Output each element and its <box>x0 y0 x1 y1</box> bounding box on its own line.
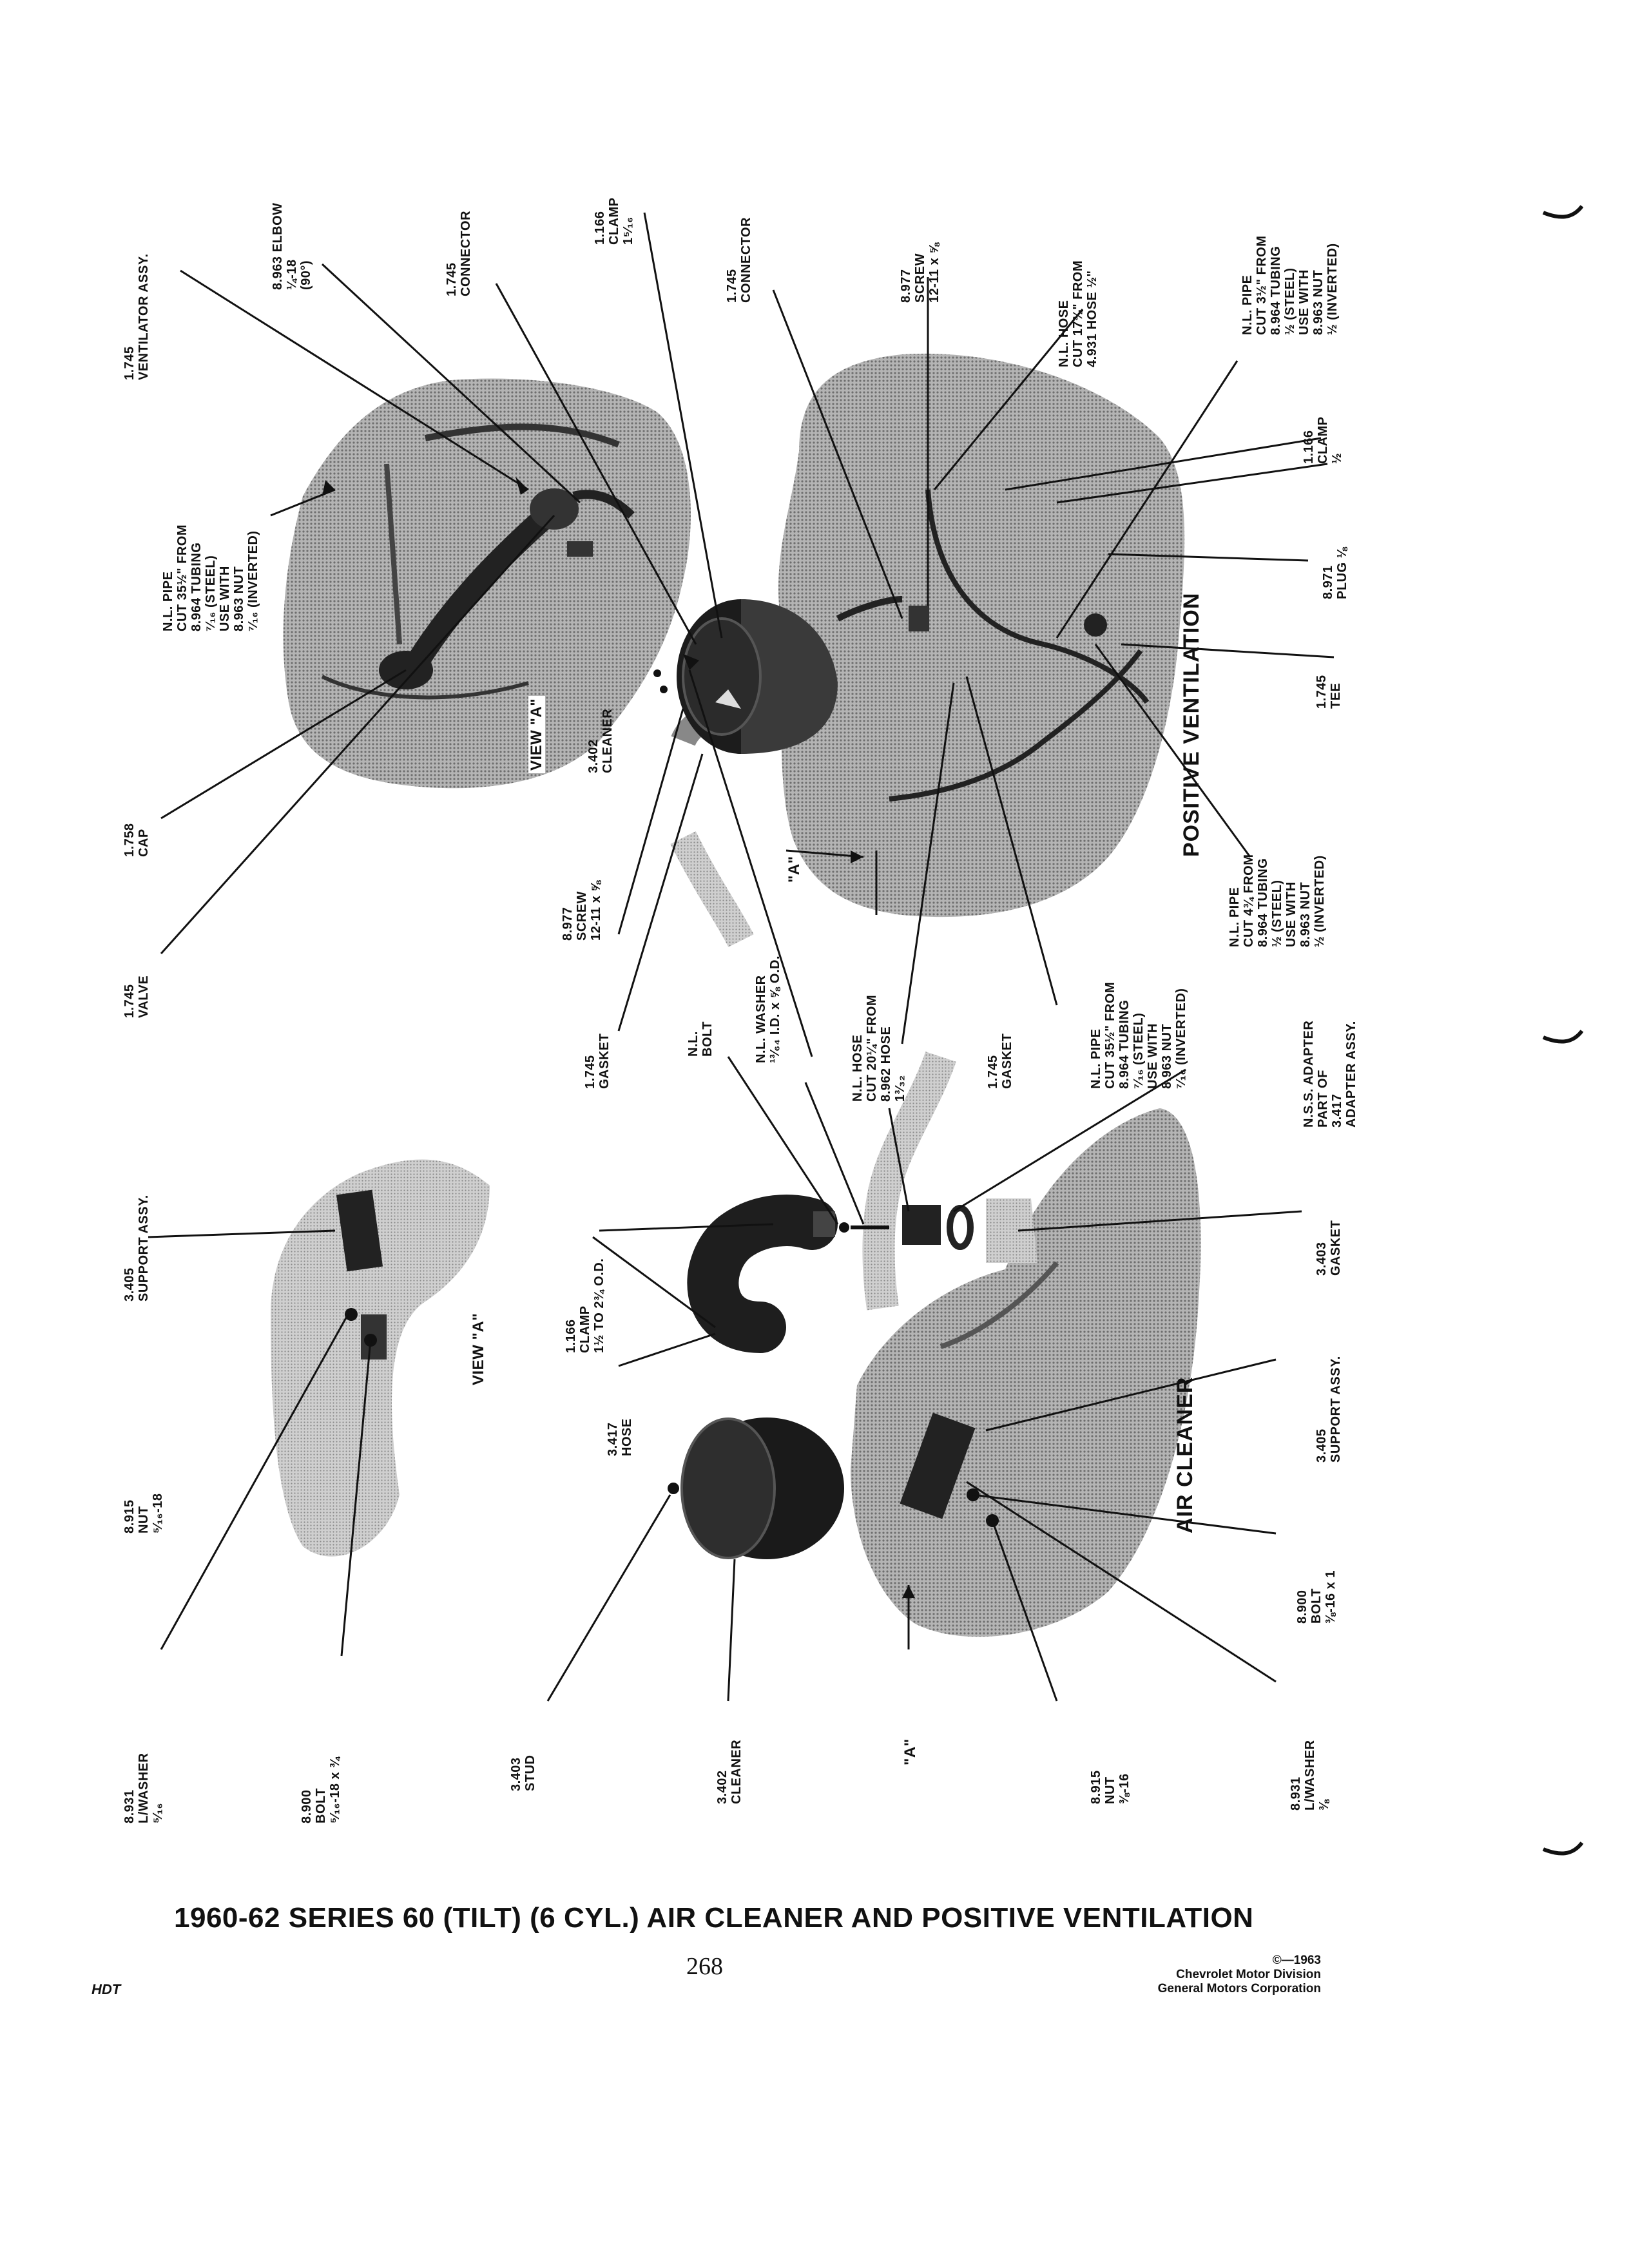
view-a-ventilator-illustration <box>284 378 691 788</box>
view-a-support-illustration <box>271 1160 490 1557</box>
callout-cleaner-bottom: 3.402 CLEANER <box>715 1739 744 1804</box>
callout-screw-top: 8.977 SCREW 12-11 x ⅝ <box>899 242 941 303</box>
callout-clamp-top: 1.166 CLAMP 1⁵⁄₁₆ <box>593 197 635 245</box>
callout-support-assy-2: 3.405 SUPPORT ASSY. <box>1315 1356 1343 1463</box>
callout-lwasher-8931-b: 8.931 L/WASHER ⅜ <box>1289 1740 1331 1811</box>
callout-washer-nl: N.L. WASHER ¹³⁄₆₄ I.D. x ⅝ O.D. <box>754 955 782 1063</box>
callout-bolt-nl: N.L. BOLT <box>686 1021 715 1057</box>
callout-bolt-8900-b: 8.900 BOLT ⁵⁄₁₆-18 x ¾ <box>300 1756 342 1823</box>
callout-gasket-3403: 3.403 GASKET <box>1315 1220 1343 1276</box>
callout-clamp-big: 1.166 CLAMP 1½ TO 2¾ O.D. <box>564 1258 606 1353</box>
copyright-block <box>1057 1954 1321 1996</box>
callout-ventilator-assy: 1.745 VENTILATOR ASSY. <box>122 253 151 380</box>
a-marker-bottom: "A" <box>901 1738 919 1765</box>
callout-bolt-8900-a: 8.900 BOLT ⅜-16 x 1 <box>1295 1570 1338 1624</box>
air-cleaner-assembly-illustration <box>851 1057 1200 1637</box>
callout-cap: 1.758 CAP <box>122 823 151 857</box>
copyright-line-2: Chevrolet Motor Division <box>1176 1968 1321 1981</box>
callout-nut-8915-b: 8.915 NUT ⅜-16 <box>1089 1770 1132 1804</box>
callout-stud: 3.403 STUD <box>509 1754 537 1791</box>
callout-valve: 1.745 VALVE <box>122 975 151 1018</box>
hose-3417-illustration <box>713 1211 889 1327</box>
view-a-label-support: VIEW "A" <box>470 1312 487 1385</box>
callout-connector-1: 1.745 CONNECTOR <box>445 210 473 296</box>
binder-marks <box>1543 206 1582 1854</box>
a-marker-top: "A" <box>786 856 803 883</box>
callout-hose-17: N.L. HOSE CUT 17¾" FROM 4.931 HOSE ½" <box>1057 260 1099 367</box>
callout-pipe-4: N.L. PIPE CUT 4¾ FROM 8.964 TUBING ½ (STEEL) USE WITH 8.963 NUT ½ (INVERTED) <box>1228 854 1327 947</box>
callout-tee: 1.745 TEE <box>1315 675 1343 709</box>
callout-pipe-3half: N.L. PIPE CUT 3½" FROM 8.964 TUBING ½ (STEEL) USE WITH 8.963 NUT ½ (INVERTED) <box>1240 235 1340 335</box>
callout-screw-mid: 8.977 SCREW 12-11 x ⅝ <box>561 880 603 941</box>
air-cleaner-bottom-illustration <box>668 1418 844 1559</box>
view-a-label-top: VIEW "A" <box>528 696 545 773</box>
section-title-air-cleaner: AIR CLEANER <box>1173 1376 1197 1533</box>
callout-plug: 8.971 PLUG ⅛ <box>1321 547 1349 599</box>
page-number: 268 <box>686 1953 723 1980</box>
callout-adapter: N.S.S. ADAPTER PART OF 3.417 ADAPTER ASSY. <box>1302 1020 1358 1128</box>
callout-gasket-2: 1.745 GASKET <box>986 1033 1014 1089</box>
section-title-positive-ventilation: POSITIVE VENTILATION <box>1179 592 1204 857</box>
callout-lwasher-8931-a: 8.931 L/WASHER ⁵⁄₁₆ <box>122 1753 165 1823</box>
hdt-code: HDT <box>92 1981 121 1997</box>
callout-hose-20: N.L. HOSE CUT 20¼" FROM 8.962 HOSE 1³⁄₃₂ <box>851 994 907 1102</box>
page-title: 1960-62 SERIES 60 (TILT) (6 CYL.) AIR CLEANER AND POSITIVE VENTILATION <box>174 1902 1254 1934</box>
callout-hose-3417: 3.417 HOSE <box>606 1418 634 1456</box>
callout-nut-8915-a: 8.915 NUT ⁵⁄₁₆-18 <box>122 1493 165 1533</box>
callout-gasket-1: 1.745 GASKET <box>583 1033 612 1089</box>
copyright-line-1: ©—1963 <box>1272 1954 1321 1967</box>
callout-cleaner-top: 3.402 CLEANER <box>586 708 615 773</box>
callout-elbow: 8.963 ELBOW ¼-18 (90°) <box>271 202 313 290</box>
callout-pipe-35-top: N.L. PIPE CUT 35½" FROM 8.964 TUBING ⁷⁄₁₆ (STEEL) USE WITH 8.963 NUT ⁷⁄₁₆ (INVERTED) <box>161 524 260 631</box>
callout-pipe-35-bottom: N.L. PIPE CUT 35½" FROM 8.964 TUBING ⁷⁄₁₆ (STEEL) USE WITH 8.963 NUT ⁷⁄₁₆ (INVERTED) <box>1089 981 1188 1089</box>
callout-clamp-half: 1.166 CLAMP ½ <box>1302 416 1344 464</box>
callout-support-assy-1: 3.405 SUPPORT ASSY. <box>122 1195 151 1302</box>
copyright-line-3: General Motors Corporation <box>1157 1982 1321 1995</box>
callout-connector-2: 1.745 CONNECTOR <box>725 216 753 303</box>
